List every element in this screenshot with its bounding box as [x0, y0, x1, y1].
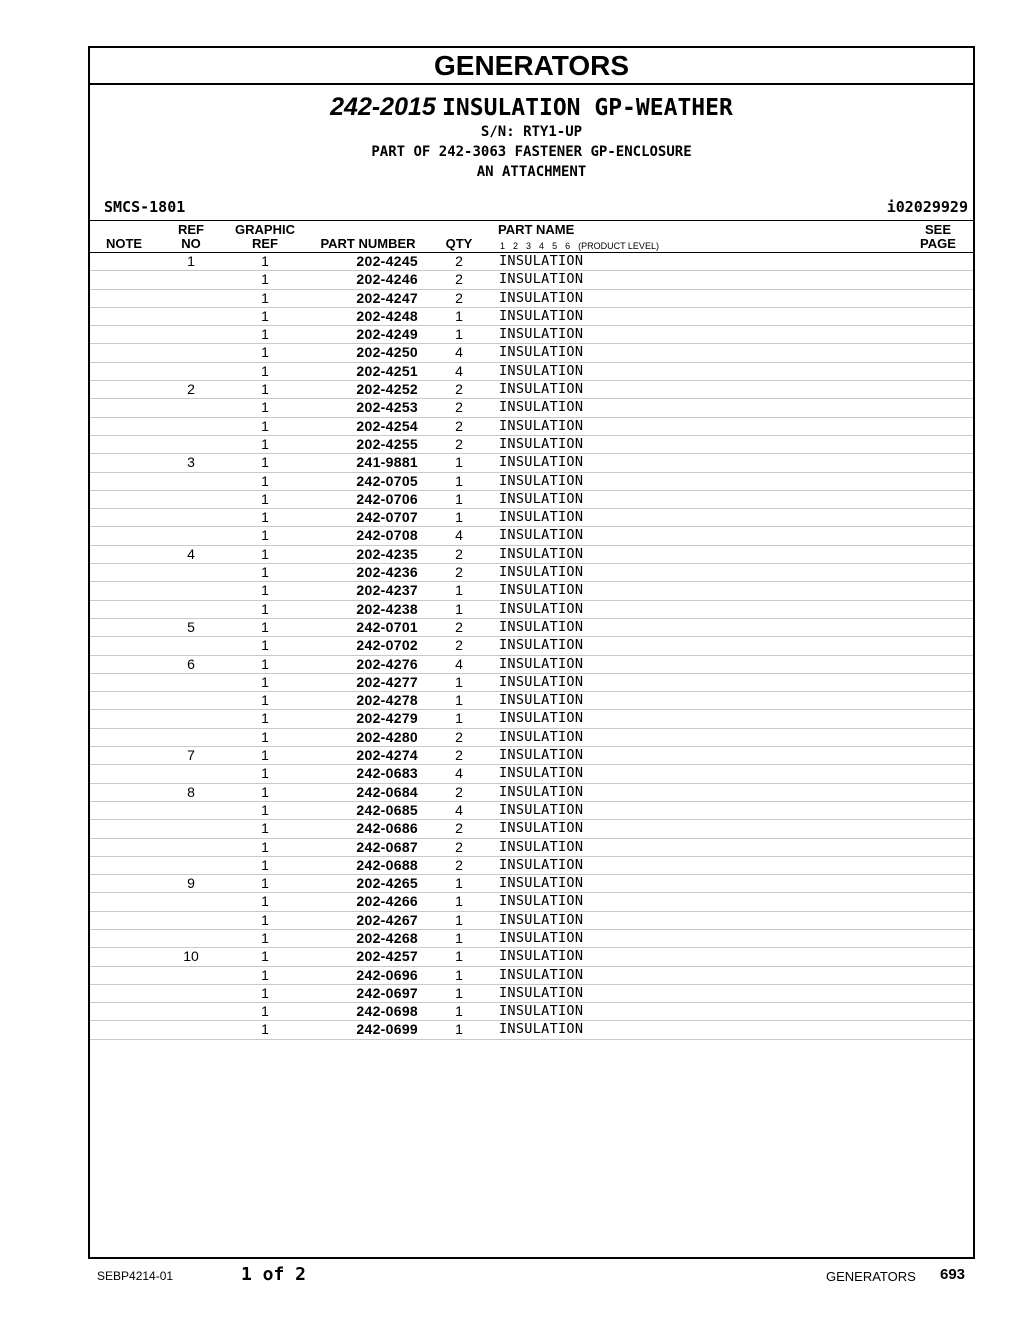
part-number-cell: 202-4251: [356, 362, 418, 379]
footer-section: GENERATORS: [826, 1269, 916, 1284]
qty-cell: 2: [455, 783, 463, 800]
serial-range: S/N: RTY1-UP: [480, 124, 583, 140]
level-5: 5: [552, 241, 558, 251]
qty-cell: 1: [455, 490, 463, 507]
part-number-cell: 202-4254: [356, 417, 418, 434]
qty-cell: 4: [455, 527, 463, 544]
table-row: [90, 729, 973, 747]
qty-cell: 4: [455, 801, 463, 818]
table-row: [90, 564, 973, 582]
col-graphic-ref-line2: REF: [252, 236, 278, 251]
parts-list: [90, 253, 973, 1040]
part-name-cell: INSULATION: [499, 271, 584, 288]
part-name-cell: INSULATION: [499, 728, 584, 745]
qty-cell: 4: [455, 655, 463, 672]
col-ref-no: [172, 223, 210, 251]
table-row: [90, 765, 973, 783]
qty-cell: 1: [455, 307, 463, 324]
part-name-cell: INSULATION: [499, 307, 584, 324]
graphic-ref-cell: 1: [261, 564, 269, 581]
part-name-cell: INSULATION: [499, 435, 584, 452]
ref-no-cell: 3: [187, 454, 195, 471]
table-row: [90, 912, 973, 930]
part-name-cell: INSULATION: [499, 673, 584, 690]
group-name: INSULATION GP-WEATHER: [442, 95, 733, 121]
graphic-ref-cell: 1: [261, 289, 269, 306]
col-graphic-ref-line1: GRAPHIC: [235, 222, 295, 237]
qty-cell: 1: [455, 582, 463, 599]
part-name-cell: INSULATION: [499, 1021, 584, 1038]
table-row: [90, 546, 973, 564]
part-name-cell: INSULATION: [499, 838, 584, 855]
part-number-cell: 242-0697: [356, 984, 418, 1001]
col-graphic-ref: [230, 223, 300, 251]
ref-no-cell: 4: [187, 545, 195, 562]
ref-no-cell: 8: [187, 783, 195, 800]
part-name-cell: INSULATION: [499, 911, 584, 928]
part-name-cell: INSULATION: [499, 948, 584, 965]
qty-cell: 1: [455, 1021, 463, 1038]
part-name-cell: INSULATION: [499, 765, 584, 782]
col-see-page: [908, 223, 968, 251]
graphic-ref-cell: 1: [261, 948, 269, 965]
graphic-ref-cell: 1: [261, 747, 269, 764]
col-see-page-line1: SEE: [924, 222, 951, 237]
parts-page-frame: [88, 46, 975, 1259]
part-number-cell: 242-0705: [356, 472, 418, 489]
graphic-ref-cell: 1: [261, 637, 269, 654]
part-number-cell: 242-0706: [356, 490, 418, 507]
qty-cell: 1: [455, 929, 463, 946]
graphic-ref-cell: 1: [261, 1003, 269, 1020]
qty-cell: 2: [455, 417, 463, 434]
qty-cell: 1: [455, 1003, 463, 1020]
qty-cell: 1: [455, 600, 463, 617]
graphic-ref-cell: 1: [261, 344, 269, 361]
part-number-cell: 202-4235: [356, 545, 418, 562]
ref-no-cell: 2: [187, 381, 195, 398]
ref-no-cell: 6: [187, 655, 195, 672]
graphic-ref-cell: 1: [261, 984, 269, 1001]
part-name-cell: INSULATION: [499, 747, 584, 764]
col-part-number: PART NUMBER: [320, 236, 416, 251]
col-part-name: PART NAME: [498, 222, 575, 237]
part-number-cell: 202-4276: [356, 655, 418, 672]
part-name-cell: INSULATION: [499, 783, 584, 800]
part-name-cell: INSULATION: [499, 600, 584, 617]
group-title: [90, 93, 973, 122]
table-row: [90, 875, 973, 893]
part-name-cell: INSULATION: [499, 893, 584, 910]
part-number-cell: 202-4245: [356, 253, 418, 269]
column-headers: [90, 221, 973, 253]
table-row: [90, 509, 973, 527]
table-row: [90, 473, 973, 491]
table-row: [90, 637, 973, 655]
part-number-cell: 242-0683: [356, 765, 418, 782]
qty-cell: 1: [455, 673, 463, 690]
part-name-cell: INSULATION: [499, 417, 584, 434]
qty-cell: 4: [455, 362, 463, 379]
part-number-cell: 202-4248: [356, 307, 418, 324]
page-footer: [0, 1264, 1020, 1294]
qty-cell: 1: [455, 692, 463, 709]
graphic-ref-cell: 1: [261, 911, 269, 928]
qty-cell: 2: [455, 253, 463, 269]
part-number-cell: 202-4236: [356, 564, 418, 581]
part-number-cell: 242-0701: [356, 618, 418, 635]
table-row: [90, 802, 973, 820]
table-row: [90, 491, 973, 509]
table-row: [90, 930, 973, 948]
part-name-cell: INSULATION: [499, 929, 584, 946]
graphic-ref-cell: 1: [261, 618, 269, 635]
table-row: [90, 308, 973, 326]
qty-cell: 1: [455, 893, 463, 910]
group-header: [90, 93, 973, 221]
col-qty: QTY: [445, 236, 473, 251]
table-row: [90, 271, 973, 289]
part-number-cell: 242-0699: [356, 1021, 418, 1038]
graphic-ref-cell: 1: [261, 381, 269, 398]
graphic-ref-cell: 1: [261, 783, 269, 800]
page-number: 693: [940, 1266, 966, 1283]
qty-cell: 2: [455, 820, 463, 837]
sheet-count: 1 of 2: [241, 1264, 307, 1285]
part-name-cell: INSULATION: [499, 454, 584, 471]
graphic-ref-cell: 1: [261, 838, 269, 855]
graphic-ref-cell: 1: [261, 435, 269, 452]
graphic-ref-cell: 1: [261, 801, 269, 818]
part-name-cell: INSULATION: [499, 966, 584, 983]
part-number-cell: 202-4265: [356, 875, 418, 892]
part-name-cell: INSULATION: [499, 490, 584, 507]
part-of-line: PART OF 242-3063 FASTENER GP-ENCLOSURE: [371, 144, 692, 160]
part-number-cell: 202-4249: [356, 326, 418, 343]
table-row: [90, 527, 973, 545]
graphic-ref-cell: 1: [261, 417, 269, 434]
part-number-cell: 242-0688: [356, 856, 418, 873]
graphic-ref-cell: 1: [261, 765, 269, 782]
graphic-ref-cell: 1: [261, 582, 269, 599]
graphic-ref-cell: 1: [261, 362, 269, 379]
part-name-cell: INSULATION: [499, 710, 584, 727]
col-ref-no-line2: NO: [181, 236, 201, 251]
section-title: GENERATORS: [90, 48, 973, 85]
product-level-label: (PRODUCT LEVEL): [578, 241, 659, 251]
qty-cell: 2: [455, 747, 463, 764]
qty-cell: 2: [455, 271, 463, 288]
table-row: [90, 656, 973, 674]
part-number-cell: 202-4250: [356, 344, 418, 361]
part-name-cell: INSULATION: [499, 289, 584, 306]
qty-cell: 2: [455, 435, 463, 452]
qty-cell: 2: [455, 564, 463, 581]
table-row: [90, 418, 973, 436]
part-name-cell: INSULATION: [499, 637, 584, 654]
graphic-ref-cell: 1: [261, 490, 269, 507]
publication-number: SEBP4214-01: [97, 1269, 174, 1283]
level-4: 4: [539, 241, 545, 251]
table-row: [90, 692, 973, 710]
part-number-cell: 242-0696: [356, 966, 418, 983]
part-number-cell: 202-4278: [356, 692, 418, 709]
part-name-cell: INSULATION: [499, 564, 584, 581]
table-row: [90, 253, 973, 271]
graphic-ref-cell: 1: [261, 253, 269, 269]
ref-no-cell: 10: [183, 948, 199, 965]
graphic-ref-cell: 1: [261, 600, 269, 617]
illustration-id: i02029929: [886, 198, 968, 216]
table-row: [90, 454, 973, 472]
graphic-ref-cell: 1: [261, 509, 269, 526]
part-name-cell: INSULATION: [499, 509, 584, 526]
part-number-cell: 242-0698: [356, 1003, 418, 1020]
part-name-cell: INSULATION: [499, 801, 584, 818]
part-number-cell: 242-0708: [356, 527, 418, 544]
part-number-cell: 202-4267: [356, 911, 418, 928]
col-ref-no-line1: REF: [178, 222, 204, 237]
part-number-cell: 242-0687: [356, 838, 418, 855]
qty-cell: 1: [455, 966, 463, 983]
table-row: [90, 784, 973, 802]
graphic-ref-cell: 1: [261, 326, 269, 343]
table-row: [90, 1003, 973, 1021]
part-name-cell: INSULATION: [499, 344, 584, 361]
part-number-cell: 202-4266: [356, 893, 418, 910]
qty-cell: 1: [455, 509, 463, 526]
part-name-cell: INSULATION: [499, 1003, 584, 1020]
part-number-cell: 202-4246: [356, 271, 418, 288]
graphic-ref-cell: 1: [261, 472, 269, 489]
level-2: 2: [513, 241, 519, 251]
graphic-ref-cell: 1: [261, 893, 269, 910]
part-number-cell: 202-4277: [356, 673, 418, 690]
product-levels: [500, 241, 667, 251]
qty-cell: 1: [455, 875, 463, 892]
ref-no-cell: 7: [187, 747, 195, 764]
part-name-cell: INSULATION: [499, 820, 584, 837]
part-number-cell: 242-0684: [356, 783, 418, 800]
part-name-cell: INSULATION: [499, 984, 584, 1001]
graphic-ref-cell: 1: [261, 673, 269, 690]
qty-cell: 2: [455, 728, 463, 745]
part-number-cell: 202-4247: [356, 289, 418, 306]
qty-cell: 2: [455, 399, 463, 416]
qty-cell: 4: [455, 765, 463, 782]
table-row: [90, 674, 973, 692]
table-row: [90, 839, 973, 857]
graphic-ref-cell: 1: [261, 966, 269, 983]
graphic-ref-cell: 1: [261, 271, 269, 288]
col-note: NOTE: [105, 236, 143, 251]
ref-no-cell: 5: [187, 618, 195, 635]
graphic-ref-cell: 1: [261, 692, 269, 709]
graphic-ref-cell: 1: [261, 875, 269, 892]
graphic-ref-cell: 1: [261, 820, 269, 837]
table-row: [90, 344, 973, 362]
table-row: [90, 967, 973, 985]
table-row: [90, 601, 973, 619]
table-row: [90, 820, 973, 838]
part-number-cell: 202-4255: [356, 435, 418, 452]
part-name-cell: INSULATION: [499, 545, 584, 562]
part-name-cell: INSULATION: [499, 399, 584, 416]
graphic-ref-cell: 1: [261, 527, 269, 544]
part-number-cell: 241-9881: [356, 454, 418, 471]
qty-cell: 1: [455, 326, 463, 343]
group-number: 242-2015: [330, 93, 436, 121]
level-6: 6: [565, 241, 571, 251]
graphic-ref-cell: 1: [261, 710, 269, 727]
part-name-cell: INSULATION: [499, 253, 584, 269]
part-name-cell: INSULATION: [499, 362, 584, 379]
table-row: [90, 948, 973, 966]
table-row: [90, 710, 973, 728]
qty-cell: 2: [455, 838, 463, 855]
part-name-cell: INSULATION: [499, 618, 584, 635]
ref-no-cell: 1: [187, 253, 195, 269]
qty-cell: 2: [455, 545, 463, 562]
qty-cell: 1: [455, 710, 463, 727]
graphic-ref-cell: 1: [261, 728, 269, 745]
part-name-cell: INSULATION: [499, 875, 584, 892]
qty-cell: 1: [455, 472, 463, 489]
table-row: [90, 381, 973, 399]
table-row: [90, 582, 973, 600]
table-row: [90, 985, 973, 1003]
part-number-cell: 242-0685: [356, 801, 418, 818]
graphic-ref-cell: 1: [261, 929, 269, 946]
part-name-cell: INSULATION: [499, 655, 584, 672]
part-name-cell: INSULATION: [499, 527, 584, 544]
table-row: [90, 857, 973, 875]
qty-cell: 1: [455, 454, 463, 471]
part-name-cell: INSULATION: [499, 381, 584, 398]
part-name-cell: INSULATION: [499, 326, 584, 343]
part-name-cell: INSULATION: [499, 472, 584, 489]
table-row: [90, 436, 973, 454]
qty-cell: 2: [455, 856, 463, 873]
qty-cell: 2: [455, 637, 463, 654]
part-number-cell: 202-4280: [356, 728, 418, 745]
group-type: AN ATTACHMENT: [476, 164, 587, 180]
qty-cell: 1: [455, 984, 463, 1001]
table-row: [90, 326, 973, 344]
qty-cell: 1: [455, 948, 463, 965]
part-name-cell: INSULATION: [499, 582, 584, 599]
qty-cell: 2: [455, 381, 463, 398]
level-3: 3: [526, 241, 532, 251]
qty-cell: 4: [455, 344, 463, 361]
part-number-cell: 202-4252: [356, 381, 418, 398]
graphic-ref-cell: 1: [261, 454, 269, 471]
table-row: [90, 619, 973, 637]
table-row: [90, 893, 973, 911]
part-number-cell: 202-4268: [356, 929, 418, 946]
smcs-code: SMCS-1801: [104, 198, 186, 216]
graphic-ref-cell: 1: [261, 307, 269, 324]
part-number-cell: 242-0702: [356, 637, 418, 654]
part-number-cell: 242-0686: [356, 820, 418, 837]
part-number-cell: 202-4237: [356, 582, 418, 599]
table-row: [90, 399, 973, 417]
graphic-ref-cell: 1: [261, 1021, 269, 1038]
part-number-cell: 202-4257: [356, 948, 418, 965]
graphic-ref-cell: 1: [261, 399, 269, 416]
col-see-page-line2: PAGE: [920, 236, 956, 251]
graphic-ref-cell: 1: [261, 545, 269, 562]
graphic-ref-cell: 1: [261, 856, 269, 873]
table-row: [90, 290, 973, 308]
ref-no-cell: 9: [187, 875, 195, 892]
part-number-cell: 202-4238: [356, 600, 418, 617]
part-name-cell: INSULATION: [499, 692, 584, 709]
qty-cell: 2: [455, 289, 463, 306]
graphic-ref-cell: 1: [261, 655, 269, 672]
part-number-cell: 202-4274: [356, 747, 418, 764]
part-number-cell: 242-0707: [356, 509, 418, 526]
table-row: [90, 747, 973, 765]
part-number-cell: 202-4279: [356, 710, 418, 727]
level-1: 1: [500, 241, 506, 251]
table-row: [90, 363, 973, 381]
qty-cell: 1: [455, 911, 463, 928]
part-name-cell: INSULATION: [499, 856, 584, 873]
part-number-cell: 202-4253: [356, 399, 418, 416]
qty-cell: 2: [455, 618, 463, 635]
table-row: [90, 1021, 973, 1039]
